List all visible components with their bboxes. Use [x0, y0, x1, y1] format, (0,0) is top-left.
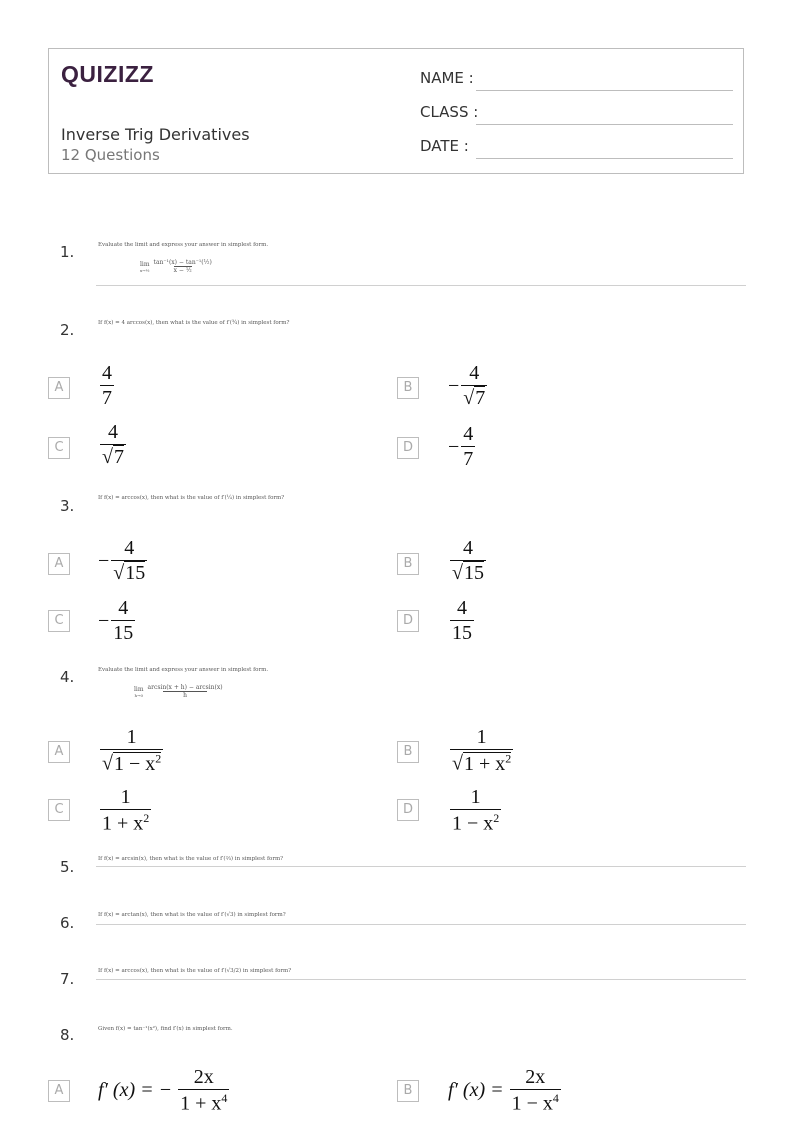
denominator-base: 1 + x [102, 812, 144, 835]
worksheet-title: Inverse Trig Derivatives [61, 125, 250, 144]
date-line [476, 158, 733, 159]
denominator-base: 1 − x [452, 812, 494, 835]
option-d-box[interactable]: D [397, 610, 419, 632]
question-prompt: If f(x) = arccos(x), then what is the value of f′(¼) in simplest form? [98, 495, 285, 501]
numerator: 4 [107, 421, 118, 443]
option-a-answer[interactable] [98, 726, 165, 776]
denominator-base: 1 − x [511, 1092, 553, 1115]
limit-subscript: h→0 [134, 692, 143, 698]
option-c-box[interactable]: C [48, 799, 70, 821]
date-field[interactable] [420, 137, 733, 159]
numerator: 4 [469, 362, 480, 384]
numerator: 1 [126, 726, 137, 748]
limit-denominator: x − ½ [173, 267, 192, 274]
option-b-answer[interactable] [448, 537, 488, 585]
name-field[interactable] [420, 69, 733, 91]
exponent: 2 [155, 751, 162, 765]
question-prompt: If f(x) = arctan(x), then what is the value of f′(√3) in simplest form? [98, 912, 286, 918]
class-line [476, 124, 733, 125]
option-a-box[interactable]: A [48, 1080, 70, 1102]
numerator: 1 [120, 786, 131, 808]
quizizz-logo: QUIZIZZ [61, 61, 154, 87]
question-number: 2. [60, 321, 75, 339]
numerator: 4 [463, 423, 474, 445]
numerator: 2x [193, 1066, 214, 1088]
minus-sign: − [448, 374, 460, 397]
question-prompt: Given f(x) = tan⁻¹(x²), find f′(x) in simplest form. [98, 1026, 233, 1032]
question-number: 7. [60, 970, 75, 988]
numerator: 4 [462, 537, 473, 559]
option-d-answer[interactable] [448, 597, 476, 645]
option-b-box[interactable]: B [397, 553, 419, 575]
denominator: 15 [452, 622, 472, 644]
numerator: 1 [476, 726, 487, 748]
exponent: 4 [552, 1091, 559, 1105]
limit-word: lim [140, 260, 150, 268]
question-number: 8. [60, 1026, 75, 1044]
numerator: 4 [124, 537, 135, 559]
date-label: DATE : [420, 137, 469, 155]
denominator [450, 749, 513, 776]
denominator [510, 1089, 561, 1116]
denominator [100, 809, 151, 836]
denominator-base: 1 + x [180, 1092, 222, 1115]
option-b-box[interactable]: B [397, 377, 419, 399]
answer-line [96, 979, 746, 980]
sqrt-icon: √ [113, 562, 125, 584]
question-number: 3. [60, 497, 75, 515]
minus-sign: − [98, 609, 110, 632]
question-prompt: Evaluate the limit and express your answer in simplest form. [98, 242, 269, 248]
question-number: 4. [60, 668, 75, 686]
denominator [461, 385, 487, 410]
limit-numerator: tan⁻¹(x) − tan⁻¹(½) [153, 259, 212, 266]
radicand [463, 752, 511, 775]
question-number: 1. [60, 243, 75, 261]
limit-numerator: arcsin(x + h) − arcsin(x) [147, 684, 223, 691]
option-a-answer[interactable] [98, 1066, 231, 1116]
option-a-answer[interactable] [98, 362, 116, 410]
denominator [111, 560, 147, 585]
option-d-box[interactable]: D [397, 799, 419, 821]
option-a-box[interactable]: A [48, 377, 70, 399]
denominator [100, 749, 163, 776]
sqrt-icon: √ [463, 387, 475, 409]
sqrt-icon: √ [452, 562, 463, 584]
class-label: CLASS : [420, 103, 479, 121]
denominator [450, 560, 486, 585]
numerator: 4 [102, 362, 112, 384]
exponent: 2 [493, 811, 500, 825]
numerator: 2x [525, 1066, 546, 1088]
denominator: 15 [113, 622, 134, 644]
option-b-answer[interactable] [448, 362, 489, 410]
worksheet-header [48, 48, 744, 174]
numerator: 1 [470, 786, 481, 808]
denominator [100, 444, 126, 469]
option-c-box[interactable]: C [48, 610, 70, 632]
minus-sign: − [98, 549, 110, 572]
denominator [450, 809, 501, 836]
option-b-answer[interactable] [448, 726, 515, 776]
radicand: 15 [125, 562, 146, 584]
sqrt-icon: √ [102, 446, 113, 468]
option-b-answer[interactable] [448, 1066, 563, 1116]
answer-line [96, 866, 746, 867]
radicand [113, 752, 161, 775]
limit-expression [134, 684, 223, 699]
question-number: 6. [60, 914, 75, 932]
lhs-expression: f′ (x) = − [98, 1079, 173, 1102]
denominator [178, 1089, 229, 1116]
denominator: 7 [463, 448, 474, 470]
denominator: 7 [102, 387, 112, 409]
limit-word: lim [134, 685, 144, 693]
exponent: 4 [221, 1091, 228, 1105]
question-prompt: Evaluate the limit and express your answer in simplest form. [98, 667, 269, 673]
numerator: 4 [457, 597, 467, 619]
option-c-box[interactable]: C [48, 437, 70, 459]
option-b-box[interactable]: B [397, 741, 419, 763]
option-b-box[interactable]: B [397, 1080, 419, 1102]
question-prompt: If f(x) = 4 arccos(x), then what is the value of f′(¾) in simplest form? [98, 320, 290, 326]
radicand: 7 [113, 446, 124, 468]
limit-expression [140, 259, 212, 274]
name-label: NAME : [420, 69, 474, 87]
radicand: 7 [475, 387, 486, 409]
answer-line [96, 285, 746, 286]
sqrt-icon: √ [452, 752, 463, 775]
exponent: 2 [143, 811, 150, 825]
radicand-base: 1 + x [463, 752, 506, 775]
answer-line [96, 924, 746, 925]
question-count: 12 Questions [61, 146, 160, 164]
option-a-box[interactable]: A [48, 741, 70, 763]
question-prompt: If f(x) = arcsin(x), then what is the value of f′(⅔) in simplest form? [98, 856, 284, 862]
radicand: 15 [463, 562, 484, 584]
option-c-answer[interactable] [98, 597, 137, 645]
limit-subscript: x→½ [140, 267, 150, 273]
class-field[interactable] [420, 103, 733, 125]
option-d-answer[interactable] [448, 786, 503, 836]
lhs-expression: f′ (x) = [448, 1079, 504, 1102]
exponent: 2 [505, 751, 512, 765]
radicand-base: 1 − x [113, 752, 156, 775]
numerator: 4 [118, 597, 129, 619]
option-a-box[interactable]: A [48, 553, 70, 575]
option-a-answer[interactable] [98, 537, 149, 585]
option-c-answer[interactable] [98, 421, 128, 469]
option-d-answer[interactable] [448, 423, 477, 471]
limit-denominator: h [163, 691, 207, 699]
option-c-answer[interactable] [98, 786, 153, 836]
sqrt-icon: √ [102, 752, 113, 775]
option-d-box[interactable]: D [397, 437, 419, 459]
question-prompt: If f(x) = arccos(x), then what is the value of f′(√3/2) in simplest form? [98, 968, 292, 974]
minus-sign: − [448, 435, 460, 458]
name-line [476, 90, 733, 91]
question-number: 5. [60, 858, 75, 876]
